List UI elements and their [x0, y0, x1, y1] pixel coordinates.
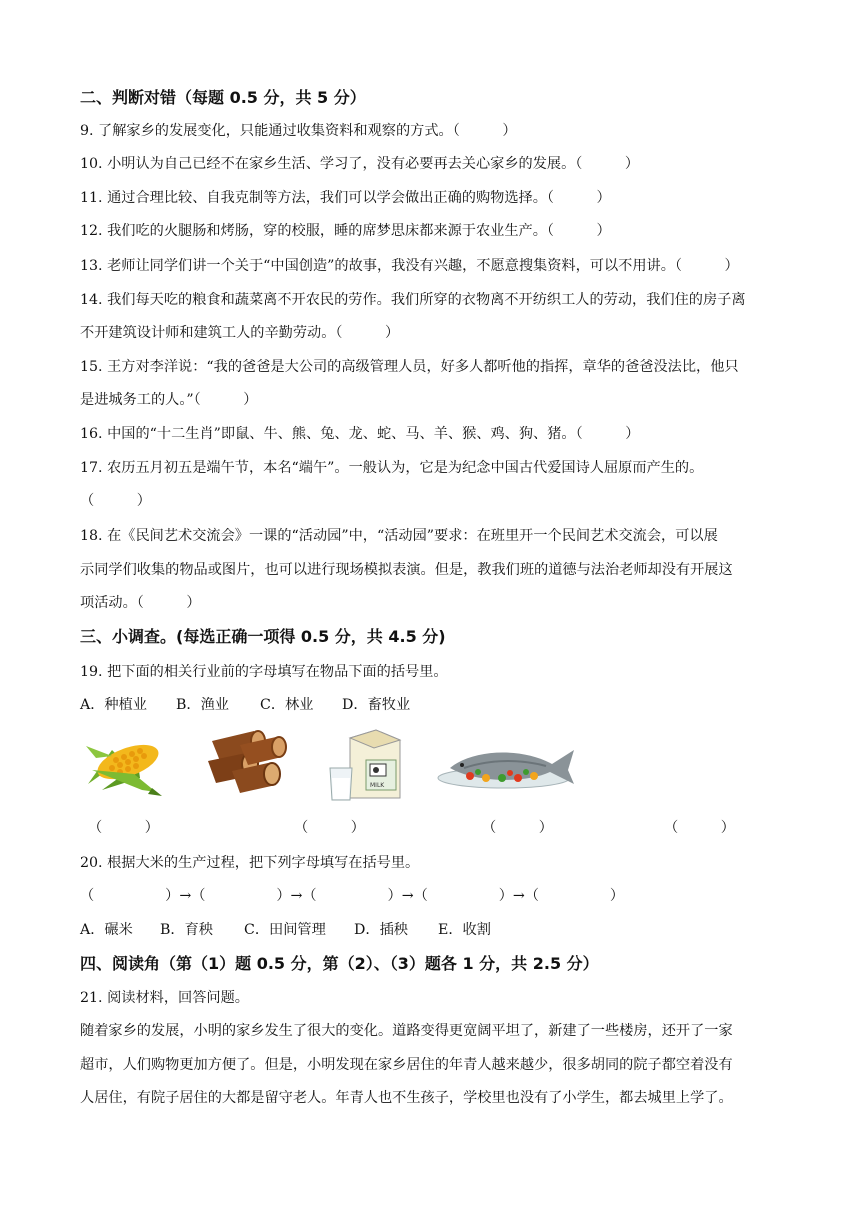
- question-12: 12. 我们吃的火腿肠和烤肠，穿的校服，睡的席梦思床都来源于农业生产。（ ）: [80, 223, 611, 239]
- question-15-line2: 是进城务工的人。”（ ）: [80, 392, 258, 408]
- question-21: 21. 阅读材料，回答问题。: [80, 990, 249, 1006]
- q20-option-d: D．插秧: [354, 922, 408, 938]
- question-15-line1: 15. 王方对李洋说：“我的爸爸是大公司的高级管理人员，好多人都听他的指挥，章华的爸爸没法比，他只: [80, 359, 739, 375]
- question-20: 20. 根据大米的生产过程，把下列字母填写在括号里。: [80, 855, 420, 871]
- question-16: 16. 中国的“十二生肖”即鼠、牛、熊、兔、龙、蛇、马、羊、猴、鸡、狗、猪。（ ）: [80, 426, 640, 442]
- question-18-line1: 18. 在《民间艺术交流会》一课的“活动园”中，“活动园”要求：在班里开一个民间艺术交流会，可以展: [80, 528, 718, 544]
- question-18-line2: 示同学们收集的物品或图片，也可以进行现场模拟表演。但是，教我们班的道德与法治老师却没有开展这: [80, 562, 733, 578]
- question-20-sequence[interactable]: （ ）→（ ）→（ ）→（ ）→（ ）: [80, 888, 625, 904]
- question-19: 19. 把下面的相关行业前的字母填写在物品下面的括号里。: [80, 664, 448, 680]
- question-18-line3: 项活动。（ ）: [80, 595, 201, 611]
- logs-image: [202, 727, 288, 799]
- question-13: 13. 老师让同学们讲一个关于“中国创造”的故事，我没有兴趣，不愿意搜集资料，可以不用讲。（ ）: [80, 258, 739, 274]
- passage-line-1: 随着家乡的发展，小明的家乡发生了很大的变化。道路变得更宽阔平坦了，新建了一些楼房，还开了一家: [80, 1023, 733, 1039]
- section4-heading: 四、阅读角（第（1）题 0.5 分，第（2）、（3）题各 1 分，共 2.5 分）: [80, 954, 599, 973]
- q19-blank-logs[interactable]: （ ）: [294, 820, 365, 836]
- passage-line-3: 人居住，有院子居住的大都是留守老人。年青人也不生孩子，学校里也没有了小学生，都去城里上学了。: [80, 1090, 733, 1106]
- q19-option-b: B．渔业: [176, 697, 229, 713]
- q19-option-a: A．种植业: [80, 697, 147, 713]
- q19-option-d: D．畜牧业: [342, 697, 411, 713]
- section2-heading: 二、判断对错（每题 0.5 分，共 5 分）: [80, 88, 366, 107]
- question-14-line2: 不开建筑设计师和建筑工人的辛勤劳动。（ ）: [80, 325, 400, 341]
- q19-option-c: C．林业: [260, 697, 314, 713]
- q19-blank-milk[interactable]: （ ）: [482, 820, 553, 836]
- question-10: 10. 小明认为自己已经不在家乡生活、学习了，没有必要再去关心家乡的发展。（ ）: [80, 156, 640, 172]
- q19-blank-corn[interactable]: （ ）: [88, 820, 159, 836]
- milk-carton-label: MILK: [370, 782, 385, 789]
- question-20-options: [80, 920, 491, 940]
- q20-option-b: B．育秧: [160, 922, 213, 938]
- milk-image: [326, 726, 406, 802]
- passage-line-2: 超市，人们购物更加方便了。但是，小明发现在家乡居住的年青人越来越少，很多胡同的院子都空着没有: [80, 1057, 733, 1073]
- q20-option-a: A．碾米: [80, 922, 133, 938]
- question-17-line2: （ ）: [80, 493, 151, 509]
- question-19-options: [80, 695, 410, 715]
- question-17-line1: 17. 农历五月初五是端午节，本名“端午”。一般认为，它是为纪念中国古代爱国诗人屈原而产生的。: [80, 460, 704, 476]
- q19-blank-fish[interactable]: （ ）: [664, 820, 735, 836]
- section3-heading: 三、小调查。(每选正确一项得 0.5 分，共 4.5 分): [80, 627, 446, 646]
- corn-image: [82, 730, 166, 796]
- question-9: 9. 了解家乡的发展变化，只能通过收集资料和观察的方式。（ ）: [80, 123, 517, 139]
- question-11: 11. 通过合理比较、自我克制等方法，我们可以学会做出正确的购物选择。（ ）: [80, 190, 611, 206]
- question-14-line1: 14. 我们每天吃的粮食和蔬菜离不开农民的劳作。我们所穿的衣物离不开纺织工人的劳动，我们住的房子离: [80, 292, 746, 308]
- q20-option-e: E．收割: [438, 922, 491, 938]
- fish-image: [434, 738, 578, 794]
- q20-option-c: C．田间管理: [244, 922, 326, 938]
